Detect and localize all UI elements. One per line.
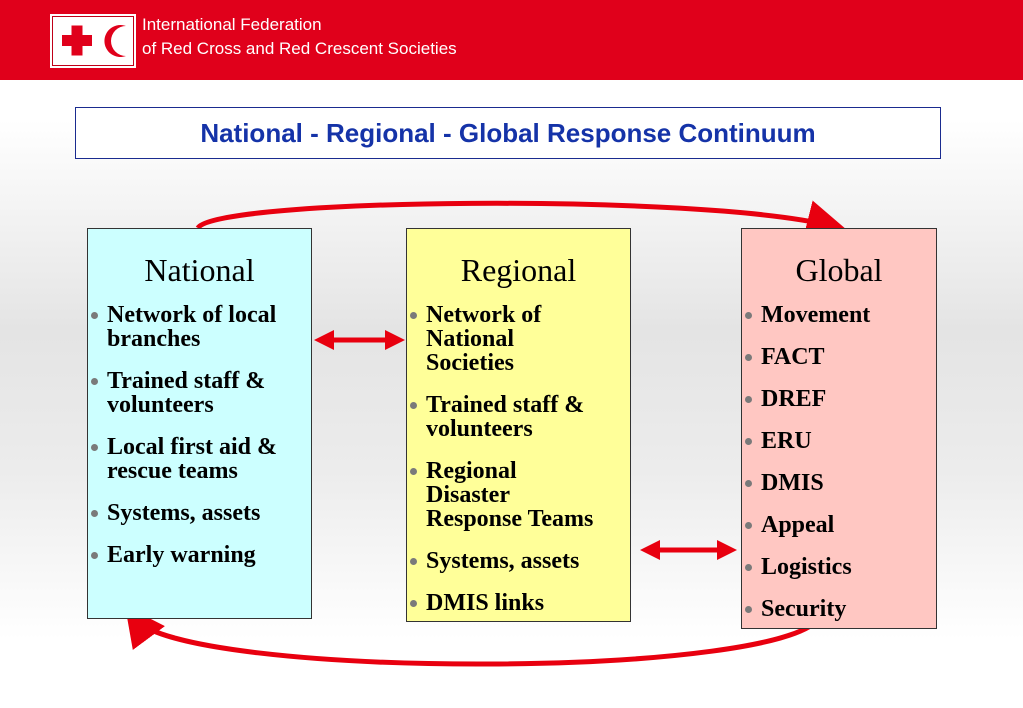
bullet-icon bbox=[745, 354, 752, 361]
bullet-icon bbox=[91, 444, 98, 451]
list-item: Logistics bbox=[742, 555, 936, 579]
panel-heading-regional: Regional bbox=[460, 252, 577, 288]
list-item: Systems, assets bbox=[407, 549, 630, 573]
list-item: Appeal bbox=[742, 513, 936, 537]
page-title: National - Regional - Global Response Continuum bbox=[200, 117, 816, 148]
bullet-icon bbox=[745, 480, 752, 487]
bullet-icon bbox=[410, 468, 417, 475]
bullet-icon bbox=[91, 552, 98, 559]
national-list bbox=[88, 303, 311, 585]
list-item: Security bbox=[742, 597, 936, 621]
bullet-icon bbox=[91, 312, 98, 319]
list-item: Trained staff & volunteers bbox=[407, 393, 630, 441]
national-regional-double-arrow bbox=[314, 330, 405, 350]
list-item: Network of local branches bbox=[88, 303, 311, 351]
title-box bbox=[75, 107, 941, 159]
regional-panel bbox=[406, 228, 631, 622]
regional-list bbox=[407, 303, 630, 622]
list-item: DREF bbox=[742, 387, 936, 411]
top-curved-arrow bbox=[198, 203, 832, 228]
list-item: DMIS bbox=[742, 471, 936, 495]
bullet-icon bbox=[745, 606, 752, 613]
list-item: Local first aid & rescue teams bbox=[88, 435, 311, 483]
list-item: Movement bbox=[742, 303, 936, 327]
bullet-icon bbox=[745, 522, 752, 529]
national-panel bbox=[87, 228, 312, 619]
regional-global-double-arrow bbox=[640, 540, 737, 560]
list-item: Early warning bbox=[88, 543, 311, 567]
bullet-icon bbox=[745, 396, 752, 403]
list-item: Systems, assets bbox=[88, 501, 311, 525]
bullet-icon bbox=[410, 402, 417, 409]
org-name-line2: of Red Cross and Red Crescent Societies bbox=[142, 39, 457, 58]
bullet-icon bbox=[745, 312, 752, 319]
bullet-icon bbox=[410, 558, 417, 565]
bullet-icon bbox=[745, 564, 752, 571]
bullet-icon bbox=[91, 378, 98, 385]
red-cross-red-crescent-logo-icon bbox=[50, 14, 136, 68]
bullet-icon bbox=[745, 438, 752, 445]
bullet-icon bbox=[410, 600, 417, 607]
list-item: FACT bbox=[742, 345, 936, 369]
panel-heading-global: Global bbox=[795, 252, 883, 288]
org-name-line1: International Federation bbox=[142, 15, 322, 34]
list-item: Regional Disaster Response Teams bbox=[407, 459, 630, 531]
panel-heading-national: National bbox=[144, 252, 255, 288]
list-item: ERU bbox=[742, 429, 936, 453]
list-item: DMIS links bbox=[407, 591, 630, 615]
header-bar bbox=[0, 0, 1023, 80]
global-list bbox=[742, 303, 936, 629]
list-item: Trained staff & volunteers bbox=[88, 369, 311, 417]
list-item: Network of National Societies bbox=[407, 303, 630, 375]
bullet-icon bbox=[410, 312, 417, 319]
bullet-icon bbox=[91, 510, 98, 517]
global-panel bbox=[741, 228, 937, 629]
